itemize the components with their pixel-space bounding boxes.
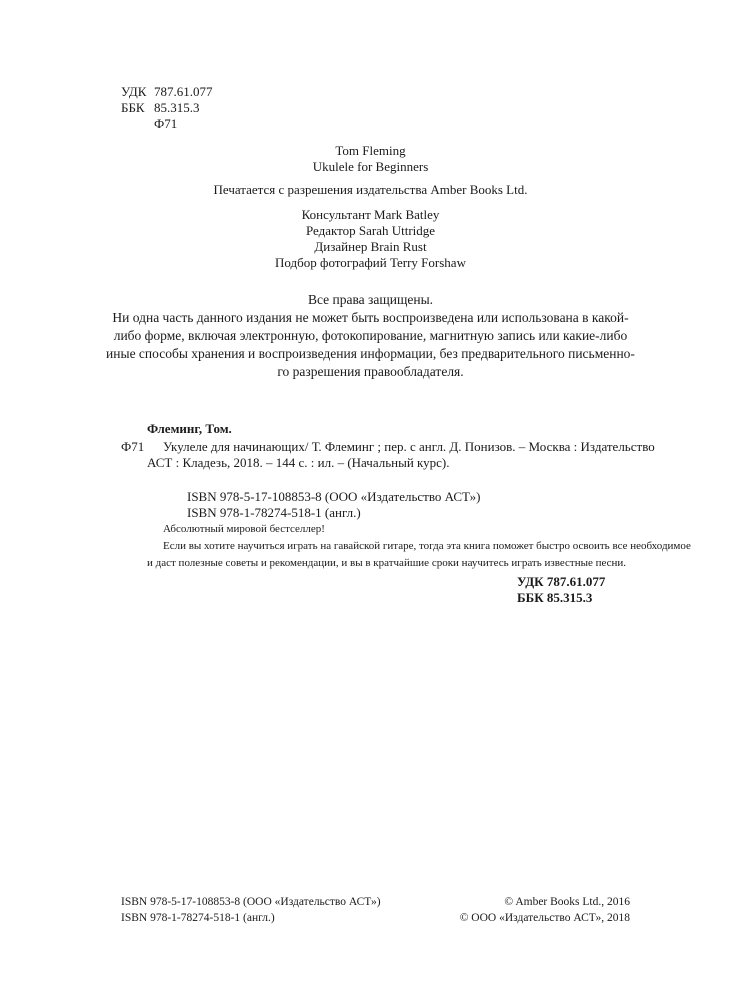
rights-heading: Все права защищены.: [307, 292, 434, 307]
footer-isbn1: ISBN 978-5-17-108853-8 (ООО «Издательство АСТ»): [121, 896, 381, 908]
rights-line: го разрешения правообладателя.: [277, 364, 464, 379]
rights-line: Ни одна часть данного издания не может быть воспроизведена или использована в какой-: [112, 310, 629, 325]
catalog-entry-line2: АСТ : Кладезь, 2018. – 144 с. : ил. – (Начальный курс).: [147, 455, 450, 470]
annotation-line3: и даст полезные советы и рекомендации, и вы в кратчайшие сроки научитесь играть известные песни.: [147, 557, 627, 569]
udk-label: УДК: [121, 84, 147, 99]
catalog-isbn2: ISBN 978-1-78274-518-1 (англ.): [187, 505, 361, 520]
catalog-entry-line1: Укулеле для начинающих/ Т. Флеминг ; пер. с англ. Д. Понизов. – Москва : Издательство: [163, 439, 655, 454]
credit-designer: Дизайнер Brain Rust: [314, 239, 427, 254]
permission-note: Печатается с разрешения издательства Amber Books Ltd.: [213, 182, 528, 197]
index-udk: УДК 787.61.077: [517, 574, 606, 589]
index-bbk: ББК 85.315.3: [517, 590, 593, 605]
credit-editor: Редактор Sarah Uttridge: [305, 223, 436, 238]
bbk-label: ББК: [121, 100, 145, 115]
bbk-row: [121, 100, 200, 116]
credit-consultant: Консультант Mark Batley: [301, 207, 440, 222]
catalog-mark: Ф71: [121, 439, 145, 454]
credit-photos: Подбор фотографий Terry Forshaw: [275, 255, 466, 270]
footer-copyright1: © Amber Books Ltd., 2016: [504, 896, 630, 908]
rights-notice: [0, 291, 741, 381]
udk-value: 787.61.077: [154, 84, 213, 99]
rights-line: либо форме, включая электронную, фотокопирование, магнитную запись или какие-либо: [113, 328, 628, 343]
annotation-line1: Абсолютный мировой бестселлер!: [163, 523, 325, 535]
catalog-author-heading: Флеминг, Том.: [147, 421, 232, 436]
udk-row: [121, 84, 213, 100]
footer-copyright2: © ООО «Издательство АСТ», 2018: [459, 912, 630, 924]
catalog-isbn1: ISBN 978-5-17-108853-8 (ООО «Издательство АСТ»): [187, 489, 481, 504]
bbk-value: 85.315.3: [154, 100, 200, 115]
original-author: Tom Fleming: [335, 143, 406, 158]
original-title: Ukulele for Beginners: [312, 159, 429, 174]
footer-isbn2: ISBN 978-1-78274-518-1 (англ.): [121, 912, 275, 924]
author-mark: Ф71: [154, 116, 178, 131]
annotation-line2: Если вы хотите научиться играть на гавайской гитаре, тогда эта книга поможет быстро освоить все необходимое: [163, 540, 691, 552]
rights-line: иные способы хранения и воспроизведения информации, без предварительного письменно-: [106, 346, 635, 361]
